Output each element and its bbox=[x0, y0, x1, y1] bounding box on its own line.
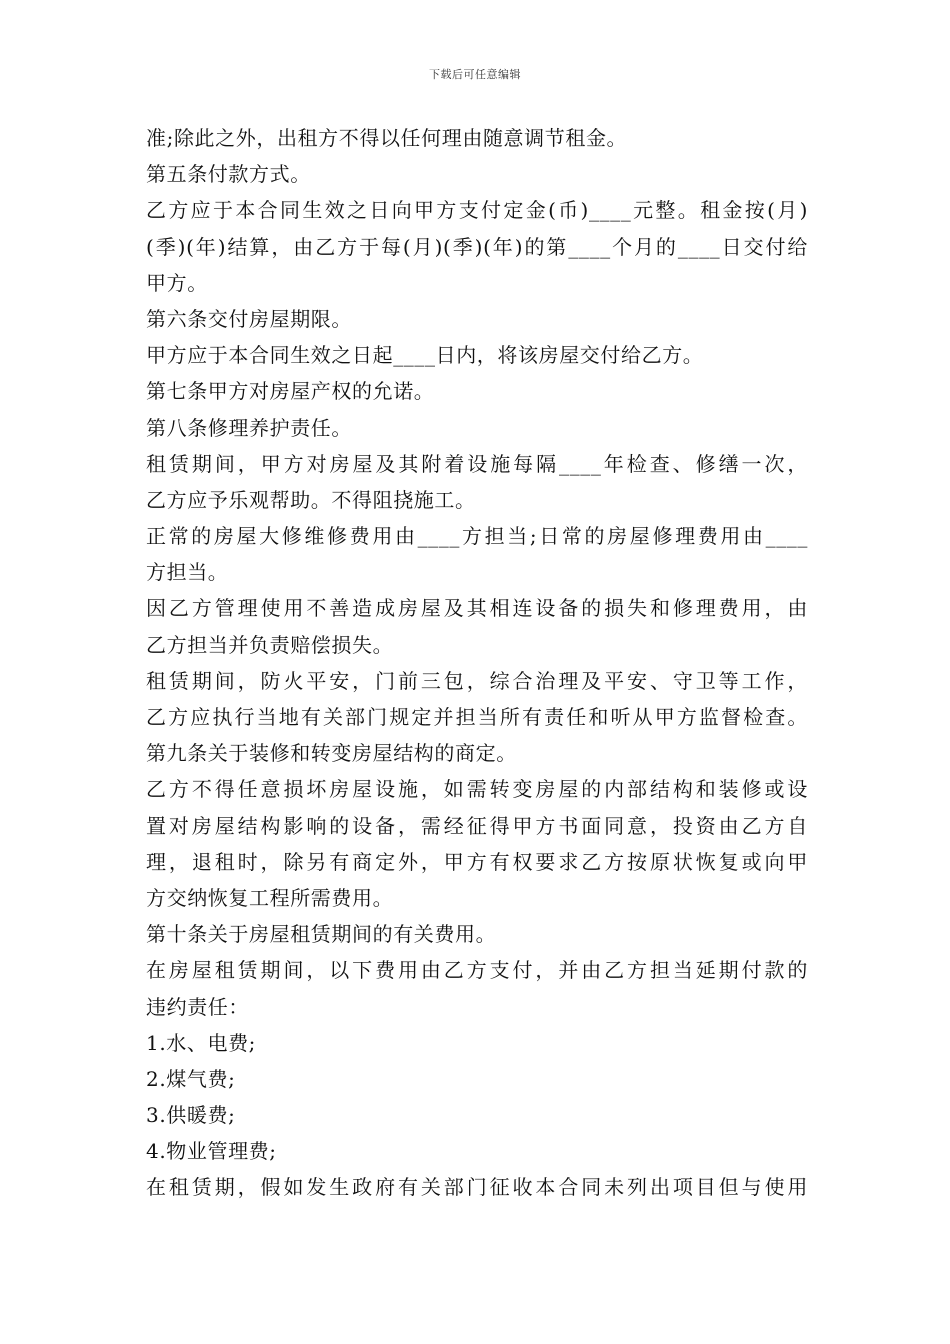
text-line: 在租赁期，假如发生政府有关部门征收本合同未列出项目但与使用 bbox=[146, 1175, 808, 1200]
text-line: 乙方应于本合同生效之日向甲方支付定金(币)____元整。租金按(月) bbox=[146, 198, 808, 223]
text-line: 4.物业管理费; bbox=[146, 1139, 277, 1164]
text-line: 甲方。 bbox=[146, 270, 208, 295]
text-line: 第七条甲方对房屋产权的允诺。 bbox=[146, 379, 435, 404]
text-line: 1.水、电费; bbox=[146, 1030, 257, 1055]
text-line: 理，退租时，除另有商定外，甲方有权要求乙方按原状恢复或向甲 bbox=[146, 849, 808, 874]
text-line: 甲方应于本合同生效之日起____日内，将该房屋交付给乙方。 bbox=[146, 343, 704, 368]
text-line: 方担当。 bbox=[146, 560, 229, 585]
text-line: 置对房屋结构影响的设备，需经征得甲方书面同意，投资由乙方自 bbox=[146, 813, 808, 838]
text-line: 租赁期间，防火平安，门前三包，综合治理及平安、守卫等工作， bbox=[146, 668, 808, 693]
text-line: 乙方应予乐观帮助。不得阻挠施工。 bbox=[146, 487, 476, 512]
document-body bbox=[146, 120, 808, 1206]
text-line: 乙方担当并负责赔偿损失。 bbox=[146, 632, 394, 657]
text-line: 第六条交付房屋期限。 bbox=[146, 306, 352, 331]
text-line: 租赁期间，甲方对房屋及其附着设施每隔____年检查、修缮一次， bbox=[146, 451, 808, 476]
text-line: 3.供暖费; bbox=[146, 1103, 236, 1128]
text-line: (季)(年)结算，由乙方于每(月)(季)(年)的第____个月的____日交付给 bbox=[146, 234, 808, 259]
text-line: 2.煤气费; bbox=[146, 1066, 236, 1091]
text-line: 第五条付款方式。 bbox=[146, 162, 311, 187]
text-line: 第九条关于装修和转变房屋结构的商定。 bbox=[146, 741, 517, 766]
text-line: 第十条关于房屋租赁期间的有关费用。 bbox=[146, 922, 497, 947]
page-header: 下载后可任意编辑 bbox=[429, 68, 521, 81]
text-line: 在房屋租赁期间，以下费用由乙方支付，并由乙方担当延期付款的 bbox=[146, 958, 808, 983]
text-line: 第八条修理养护责任。 bbox=[146, 415, 352, 440]
text-line: 方交纳恢复工程所需费用。 bbox=[146, 885, 394, 910]
text-line: 乙方不得任意损坏房屋设施，如需转变房屋的内部结构和装修或设 bbox=[146, 777, 808, 802]
text-line: 正常的房屋大修维修费用由____方担当;日常的房屋修理费用由____ bbox=[146, 524, 808, 549]
text-line: 乙方应执行当地有关部门规定并担当所有责任和听从甲方监督检查。 bbox=[146, 705, 808, 729]
text-line: 违约责任： bbox=[146, 994, 249, 1019]
text-line: 准;除此之外，出租方不得以任何理由随意调节租金。 bbox=[146, 126, 628, 150]
text-line: 因乙方管理使用不善造成房屋及其相连设备的损失和修理费用，由 bbox=[146, 596, 808, 621]
